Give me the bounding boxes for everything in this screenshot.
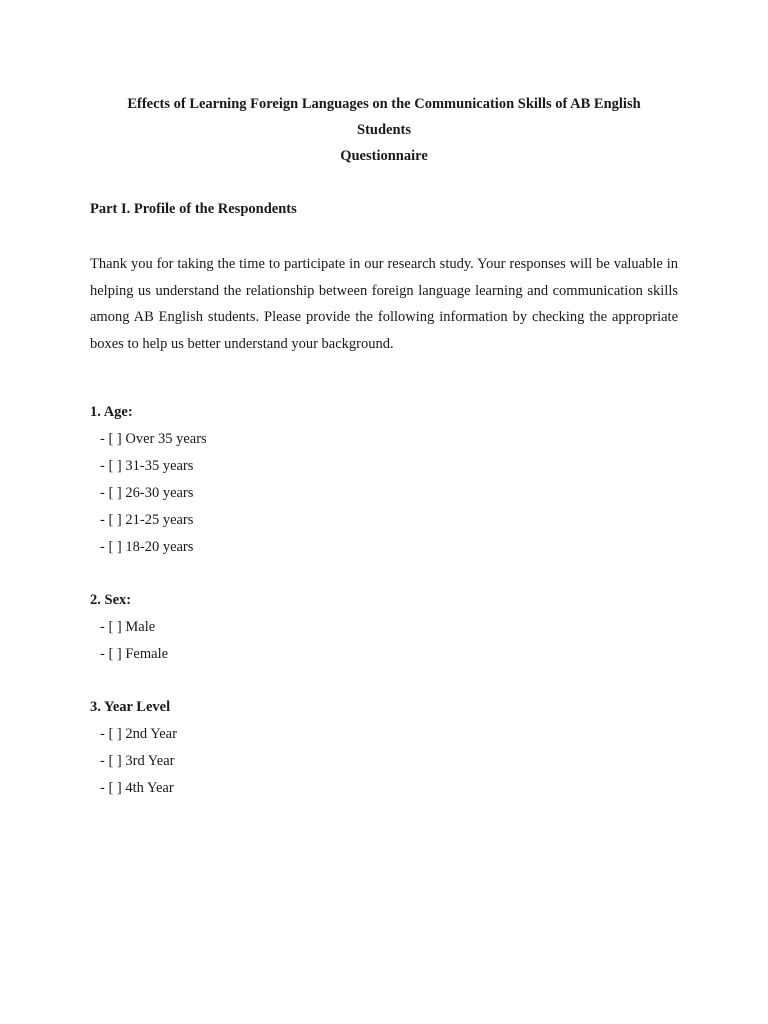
checkbox-option[interactable]: - [ ] 4th Year bbox=[100, 780, 174, 796]
intro-paragraph: Thank you for taking the time to participate in our research study. Your responses will be valuable in helping us understand the relationship between foreign language learning and communication skills among AB English students. Please provide the following information by checking the appropriate boxes to help us better understand your background. bbox=[90, 256, 678, 352]
question-sex bbox=[90, 587, 678, 668]
checkbox-option[interactable]: - [ ] Female bbox=[100, 646, 169, 662]
question-year-level bbox=[90, 694, 678, 802]
question-label: 2. Sex: bbox=[90, 592, 132, 608]
document-title bbox=[90, 91, 678, 169]
question-label: 3. Year Level bbox=[90, 699, 171, 715]
title-line: Effects of Learning Foreign Languages on the Communication Skills of AB English bbox=[127, 96, 641, 112]
question-age bbox=[90, 399, 678, 561]
checkbox-option[interactable]: - [ ] 26-30 years bbox=[100, 485, 194, 501]
option-list bbox=[90, 614, 678, 668]
checkbox-option[interactable]: - [ ] Over 35 years bbox=[100, 431, 207, 447]
checkbox-option[interactable]: - [ ] 21-25 years bbox=[100, 512, 194, 528]
subtitle-questionnaire: Questionnaire bbox=[340, 148, 428, 164]
checkbox-option[interactable]: - [ ] 2nd Year bbox=[100, 726, 177, 742]
checkbox-option[interactable]: - [ ] 18-20 years bbox=[100, 539, 194, 555]
part-heading: Part I. Profile of the Respondents bbox=[90, 201, 297, 217]
title-line: Students bbox=[357, 122, 411, 138]
question-label: 1. Age: bbox=[90, 404, 133, 420]
checkbox-option[interactable]: - [ ] 31-35 years bbox=[100, 458, 194, 474]
checkbox-option[interactable]: - [ ] 3rd Year bbox=[100, 753, 175, 769]
checkbox-option[interactable]: - [ ] Male bbox=[100, 619, 156, 635]
option-list bbox=[90, 721, 678, 802]
option-list bbox=[90, 426, 678, 561]
